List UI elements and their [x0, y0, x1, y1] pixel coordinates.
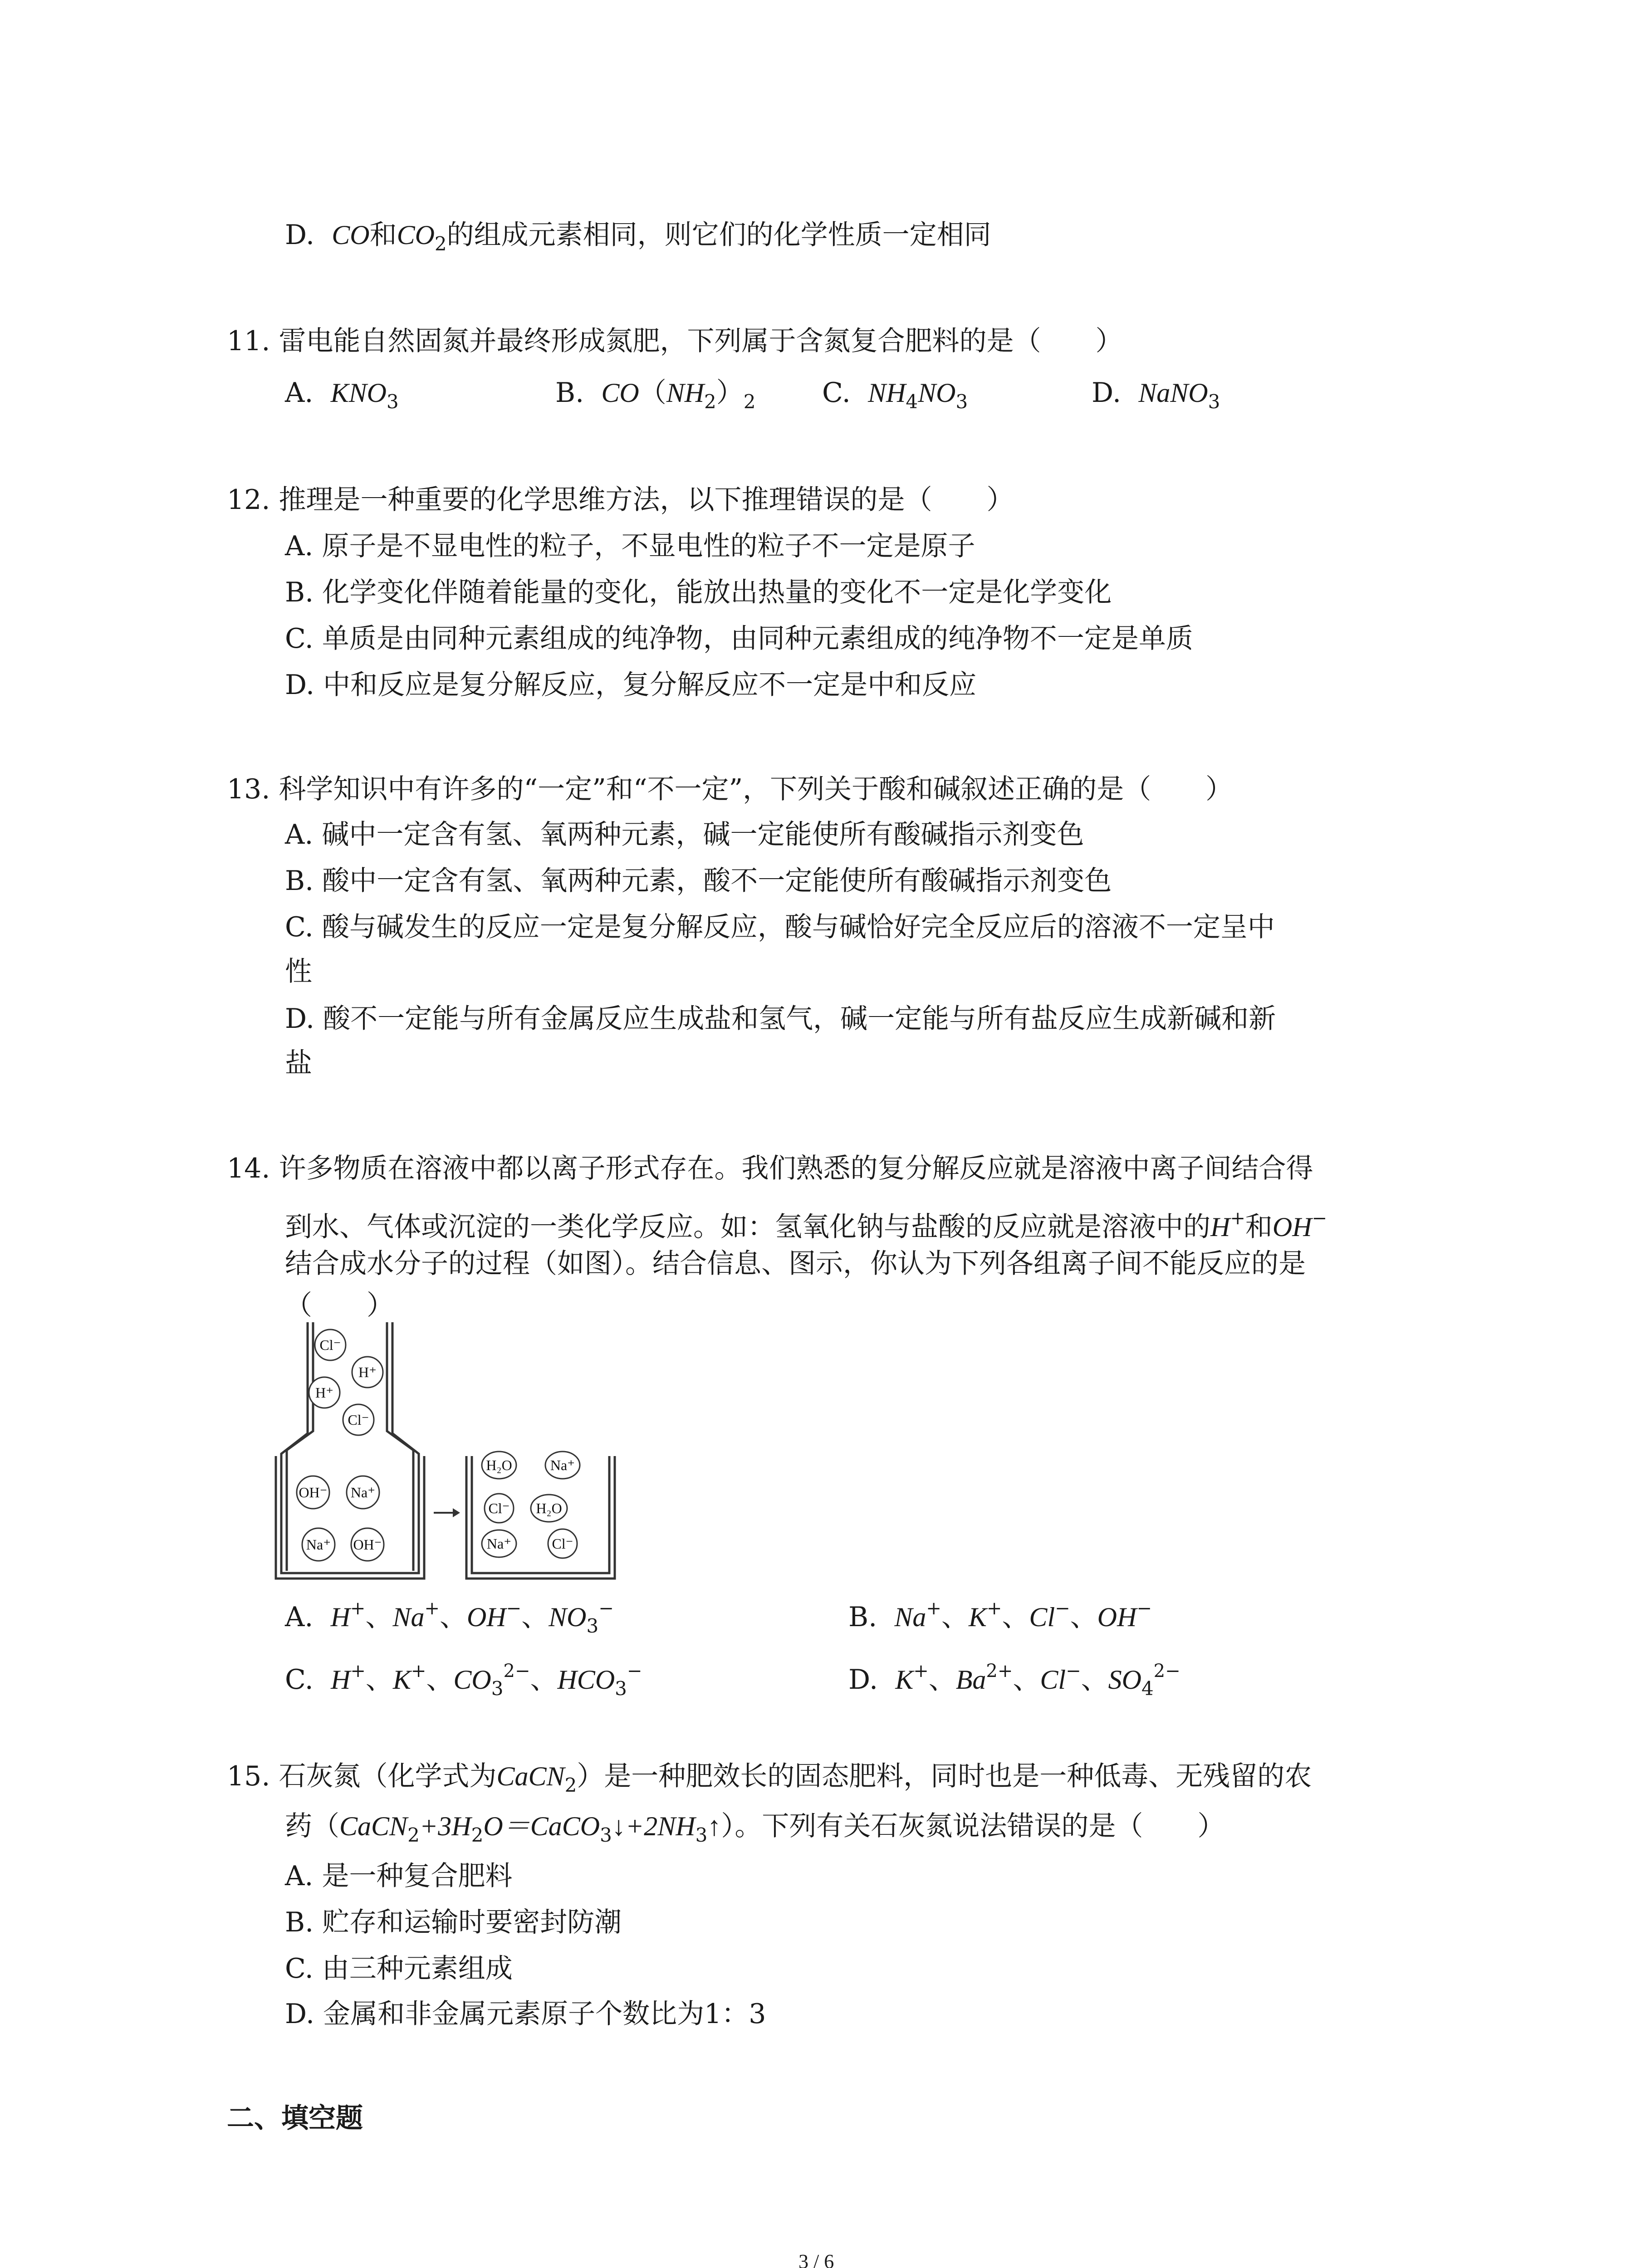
q15-option-c: C. 由三种元素组成 [285, 1953, 513, 1984]
right-beaker-ion: Cl⁻ [488, 1500, 510, 1516]
right-beaker-ion: Cl⁻ [552, 1535, 573, 1552]
q12-option-d: D. 中和反应是复分解反应，复分解反应不一定是中和反应 [285, 669, 977, 701]
separator: 、 [1081, 1664, 1108, 1696]
subscript: 3 [695, 1824, 708, 1846]
option-label: B. [848, 1601, 877, 1633]
q11-option-b [555, 375, 756, 420]
ion [895, 1661, 929, 1696]
q12-option-a: A. 原子是不显电性的粒子，不显电性的粒子不一定是原子 [285, 530, 975, 562]
ion [466, 1598, 522, 1633]
separator: 、 [1002, 1601, 1029, 1633]
section-heading: 二、填空题 [227, 2102, 363, 2134]
q12-option-b: B. 化学变化伴随着能量的变化，能放出热量的变化不一定是化学变化 [285, 577, 1112, 608]
reaction-equation [339, 1810, 721, 1846]
paren: ） [716, 377, 744, 409]
formula: CO [397, 220, 435, 250]
option-label: C. [822, 377, 851, 409]
ion-symbol: Na [894, 1602, 926, 1632]
separator: 、 [521, 1601, 549, 1633]
q13-option-a: A. 碱中一定含有氢、氧两种元素，碱一定能使所有酸碱指示剂变色 [285, 819, 1084, 850]
text: 和 [369, 219, 397, 251]
ion [894, 1598, 941, 1633]
superscript: − [1136, 1598, 1152, 1619]
separator: 、 [365, 1664, 393, 1696]
equation-term: ↑ [707, 1811, 721, 1841]
ion [330, 1598, 366, 1633]
paren: （ [639, 377, 666, 409]
q14-stem-line2 [285, 1200, 1327, 1245]
superscript: 2− [1153, 1661, 1181, 1681]
subscript: 4 [906, 391, 918, 413]
subscript: 3 [600, 1824, 612, 1846]
option-label: D. [1092, 377, 1122, 409]
formula: NH [666, 378, 705, 408]
formula: KNO [330, 378, 387, 408]
ion [1029, 1598, 1070, 1633]
ion-list [895, 1661, 1181, 1700]
superscript: + [424, 1598, 440, 1619]
q12-stem: 12. 推理是一种重要的化学思维方法，以下推理错误的是（ ） [227, 484, 1014, 516]
text: 和 [1245, 1211, 1273, 1243]
text: 到水、气体或沉淀的一类化学反应。如：氢氧化钠与盐酸的反应就是溶液中的 [285, 1211, 1210, 1243]
ion [557, 1661, 642, 1700]
superscript: + [986, 1598, 1002, 1619]
page-number: 3 / 6 [798, 2250, 834, 2268]
subscript: 3 [955, 391, 968, 413]
right-beaker-ion: Na⁺ [550, 1457, 575, 1473]
ion-symbol: H [331, 1665, 351, 1695]
option-label: A. [285, 1601, 314, 1633]
q15-option-b: B. 贮存和运输时要密封防潮 [285, 1906, 622, 1938]
q11-stem: 11. 雷电能自然固氮并最终形成氮肥，下列属于含氮复合肥料的是（ ） [227, 325, 1123, 357]
q13-option-d-line1: D. 酸不一定能与所有金属反应生成盐和氢气，碱一定能与所有盐反应生成新碱和新 [285, 1003, 1276, 1035]
q15-option-a: A. 是一种复合肥料 [285, 1860, 513, 1892]
formula: NO [918, 378, 956, 408]
text: ）。下列有关石灰氮说法错误的是（ ） [721, 1810, 1225, 1842]
q14-option-a [285, 1590, 614, 1644]
ion-list [894, 1598, 1152, 1633]
subscript: 3 [386, 391, 399, 413]
separator: 、 [439, 1601, 467, 1633]
formula: CO [601, 378, 639, 408]
formula: CO [332, 220, 370, 250]
subscript: 4 [1141, 1677, 1154, 1700]
q13-option-c-line1: C. 酸与碱发生的反应一定是复分解反应，酸与碱恰好完全反应后的溶液不一定呈中 [285, 911, 1275, 943]
left-beaker-ion: Na⁺ [350, 1484, 376, 1501]
superscript: − [506, 1598, 522, 1619]
right-beaker-ion: Na⁺ [486, 1535, 512, 1552]
funnel-ion: H⁺ [358, 1364, 377, 1380]
ion [549, 1598, 614, 1637]
subscript: 3 [586, 1615, 599, 1637]
q14-stem-line1: 14. 许多物质在溶液中都以离子形式存在。我们熟悉的复分解反应就是溶液中离子间结合得 [227, 1153, 1313, 1184]
separator: 、 [1070, 1601, 1097, 1633]
separator: 、 [365, 1601, 393, 1633]
subscript: 2 [564, 1774, 577, 1796]
q11-option-d [1092, 375, 1220, 420]
text: 15. 石灰氮（化学式为 [227, 1760, 497, 1792]
ion-symbol: K [392, 1665, 411, 1695]
ion-reaction-figure [272, 1322, 626, 1583]
q15-stem-line2 [285, 1808, 1225, 1853]
ion [331, 1661, 366, 1696]
formula: NH [868, 378, 906, 408]
formula: NaNO [1138, 378, 1208, 408]
ion-symbol: HCO [557, 1665, 615, 1695]
q15-stem-line1 [227, 1758, 1312, 1804]
superscript: + [411, 1661, 426, 1681]
text: 药（ [285, 1810, 339, 1842]
ion [392, 1598, 440, 1633]
q12-option-c: C. 单质是由同种元素组成的纯净物，由同种元素组成的纯净物不一定是单质 [285, 623, 1193, 655]
separator: 、 [928, 1664, 956, 1696]
text: 的组成元素相同，则它们的化学性质一定相同 [446, 219, 991, 251]
q13-stem: 13. 科学知识中有许多的“一定”和“不一定”，下列关于酸和碱叙述正确的是（ ） [227, 773, 1233, 805]
q13-option-b: B. 酸中一定含有氢、氧两种元素，酸不一定能使所有酸碱指示剂变色 [285, 865, 1112, 897]
q14-option-d [848, 1653, 1181, 1707]
ion-symbol: Cl [1040, 1665, 1066, 1695]
ion-symbol: Cl [1029, 1602, 1055, 1632]
ion-symbol: Na [392, 1602, 425, 1632]
equation-term: +3H [419, 1811, 471, 1841]
formula: CaCN [496, 1761, 565, 1791]
ion [955, 1661, 1013, 1696]
formula: H [1210, 1212, 1230, 1242]
subscript: 3 [1208, 391, 1220, 413]
option-label: D. [285, 219, 315, 251]
ion-symbol: K [895, 1665, 914, 1695]
q11-option-a [285, 375, 399, 420]
separator: 、 [1013, 1664, 1040, 1696]
q13-option-d-line2: 盐 [285, 1047, 312, 1079]
left-beaker-ion: OH⁻ [353, 1536, 382, 1553]
superscript: − [1055, 1598, 1070, 1619]
right-beaker-ion: H₂O [486, 1457, 512, 1473]
q14-option-c [285, 1653, 642, 1707]
funnel-ion: H⁺ [315, 1384, 333, 1401]
superscript: 2+ [986, 1661, 1013, 1681]
subscript: 2 [743, 391, 756, 413]
ion [392, 1661, 426, 1696]
superscript: − [627, 1661, 642, 1681]
q14-stem-line3: 结合成水分子的过程（如图）。结合信息、图示，你认为下列各组离子间不能反应的是 [285, 1248, 1306, 1280]
superscript: + [350, 1661, 366, 1681]
ion [453, 1661, 530, 1700]
separator: 、 [941, 1601, 969, 1633]
ion-symbol: Ba [955, 1665, 986, 1695]
ion-symbol: K [968, 1602, 987, 1632]
separator: 、 [426, 1664, 454, 1696]
equation-term: CaCN [339, 1811, 408, 1841]
option-label: A. [285, 377, 314, 409]
ion-symbol: OH [1097, 1602, 1137, 1632]
superscript: + [1230, 1208, 1245, 1229]
superscript: − [1066, 1661, 1081, 1681]
q15-option-d: D. 金属和非金属元素原子个数比为1：3 [285, 1998, 766, 2030]
funnel-ion: Cl⁻ [319, 1337, 341, 1353]
ion [968, 1598, 1002, 1633]
ion-list [331, 1661, 642, 1700]
superscript: − [598, 1598, 614, 1619]
option-label: D. [848, 1664, 878, 1696]
option-label: B. [555, 377, 584, 409]
superscript: − [1312, 1208, 1327, 1229]
q14-option-b [848, 1590, 1152, 1635]
ion-symbol: CO [453, 1665, 491, 1695]
ion-symbol: NO [549, 1602, 587, 1632]
ion-list [330, 1598, 614, 1637]
right-beaker-ion: H₂O [536, 1500, 562, 1516]
text: ）是一种肥效长的固态肥料，同时也是一种低毒、无残留的农 [577, 1760, 1312, 1792]
subscript: 2 [407, 1824, 420, 1846]
ion-symbol: OH [466, 1602, 506, 1632]
subscript: 2 [471, 1824, 484, 1846]
superscript: + [350, 1598, 366, 1619]
ion [1040, 1661, 1081, 1696]
left-beaker-ion: OH⁻ [299, 1484, 328, 1501]
funnel-ion: Cl⁻ [348, 1412, 369, 1428]
superscript: + [926, 1598, 941, 1619]
subscript: 3 [491, 1677, 504, 1700]
ion-symbol: SO [1108, 1665, 1141, 1695]
subscript: 2 [434, 233, 447, 255]
ion [1097, 1598, 1152, 1633]
option-label: C. [285, 1664, 314, 1696]
separator: 、 [530, 1664, 558, 1696]
equation-term: O＝CaCO [483, 1811, 600, 1841]
subscript: 3 [615, 1677, 627, 1700]
superscript: + [913, 1661, 929, 1681]
q10-option-d [285, 217, 991, 262]
subscript: 2 [704, 391, 716, 413]
q11-option-c [822, 375, 968, 420]
ion-symbol: H [330, 1602, 350, 1632]
q14-stem-line4: （ ） [285, 1290, 394, 1321]
superscript: 2− [503, 1661, 530, 1681]
ion [1108, 1661, 1181, 1700]
equation-term: ↓+2NH [612, 1811, 696, 1841]
q13-option-c-line2: 性 [285, 956, 312, 987]
left-beaker-ion: Na⁺ [306, 1536, 331, 1553]
formula: OH [1272, 1212, 1312, 1242]
